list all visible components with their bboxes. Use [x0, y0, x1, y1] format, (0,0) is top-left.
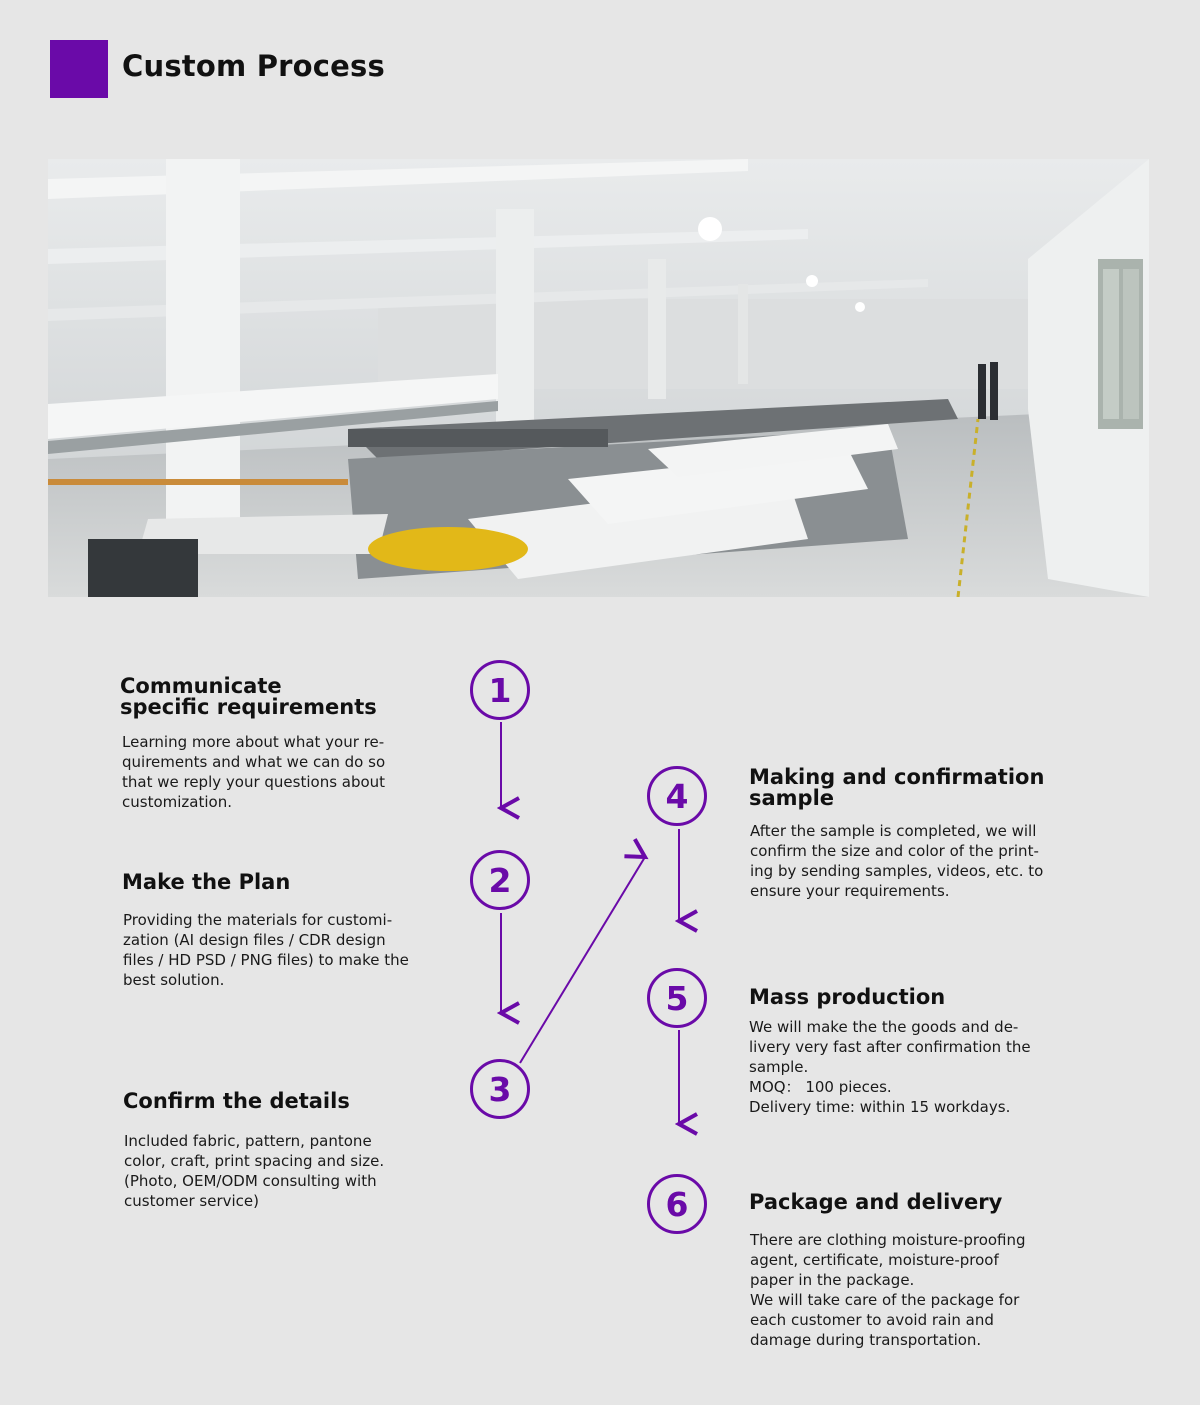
step-5-description: We will make the the goods and de- livery very fast after confirmation the sample. MOQ： 100 pieces. Delivery time: within 15 workdays. — [749, 1018, 1031, 1116]
step-1-description: Learning more about what your re- quirements and what we can do so that we reply your questions about customization. — [122, 733, 386, 811]
step-1-number-circle: 1 — [470, 660, 530, 720]
step-3-number-circle: 3 — [470, 1059, 530, 1119]
step-3-description: Included fabric, pattern, pantone color, craft, print spacing and size. (Photo, OEM/ODM consulting with customer service) — [124, 1132, 385, 1210]
step-2-description: Providing the materials for customi- zation (AI design files / CDR design files / HD PSD / PNG files) to make the best solution. — [123, 911, 409, 989]
step-6-number-circle: 6 — [647, 1174, 707, 1234]
step-4-title: Making and confirmation sample — [749, 765, 1045, 810]
step-2-title: Make the Plan — [122, 870, 291, 894]
step-6-title: Package and delivery — [749, 1190, 1003, 1214]
step-3-title: Confirm the details — [123, 1089, 350, 1113]
step-6-description: There are clothing moisture-proofing agent, certificate, moisture-proof paper in the package. We will take care of the package for each customer to avoid rain and damage during transportation. — [750, 1231, 1026, 1349]
page-title: Custom Process — [122, 49, 385, 83]
step-4-number-circle: 4 — [647, 766, 707, 826]
step-5-number-circle: 5 — [647, 968, 707, 1028]
arrow-3-to-4 — [520, 857, 645, 1063]
step-2-number-circle: 2 — [470, 850, 530, 910]
step-4-description: After the sample is completed, we will confirm the size and color of the print- ing by sending samples, videos, etc. to ensure your requirements. — [750, 822, 1044, 900]
step-5-title: Mass production — [749, 985, 946, 1009]
step-1-title: Communicate specific requirements — [120, 674, 377, 719]
